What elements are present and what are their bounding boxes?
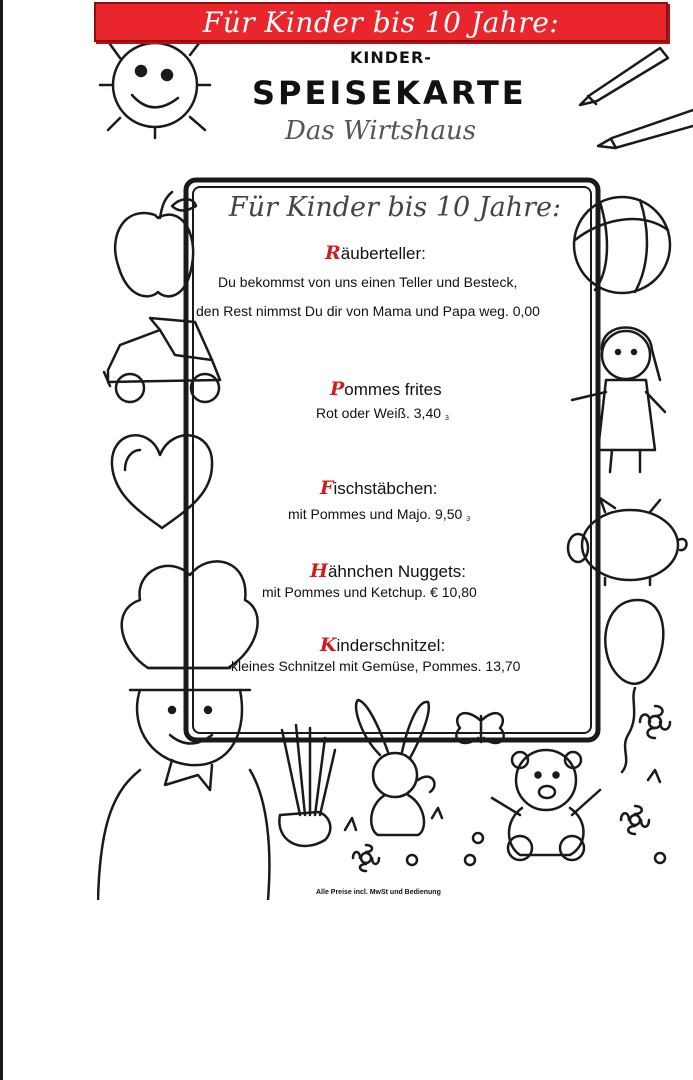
coloring-illustrations: [97, 44, 693, 900]
menu-item-description: [288, 506, 470, 523]
item-name: ischstäbchen:: [333, 479, 438, 498]
item-name: ähnchen Nuggets:: [327, 562, 466, 581]
header-speisekarte: SPEISEKARTE: [252, 74, 527, 112]
item-name: äuberteller:: [340, 244, 426, 263]
frame-title: Für Kinder bis 10 Jahre:: [228, 192, 562, 223]
menu-frame: [186, 180, 598, 740]
header-kinder: KINDER-: [350, 48, 432, 67]
rabbit-icon: [356, 700, 434, 835]
menu-item-title: [320, 477, 437, 499]
item-initial: H: [310, 560, 328, 582]
item-price-line: mit Pommes und Majo. 9,50: [288, 506, 463, 522]
pencil-icon: [580, 48, 693, 148]
header-restaurant-name: Das Wirtshaus: [285, 116, 477, 146]
doll-icon: [572, 328, 665, 473]
sun-icon: [100, 44, 210, 138]
car-icon: [104, 318, 220, 402]
menu-item-title: [330, 378, 442, 400]
balloon-icon: [605, 600, 663, 772]
item-initial: K: [320, 634, 337, 656]
menu-item-title: [325, 242, 426, 264]
menu-item-description: den Rest nimmst Du dir von Mama und Papa weg. 0,00: [196, 303, 540, 319]
left-border-line: [0, 0, 3, 1080]
banner-text: Für Kinder bis 10 Jahre:: [202, 5, 560, 39]
item-name: inderschnitzel:: [336, 636, 446, 655]
menu-item-title: [310, 560, 466, 582]
heart-icon: [112, 435, 212, 528]
piggy-bank-icon: [568, 498, 687, 585]
menu-item-title: [320, 634, 445, 656]
top-banner: [94, 2, 668, 42]
item-initial: R: [325, 242, 341, 264]
item-name: ommes frites: [344, 380, 442, 399]
menu-item-description: kleines Schnitzel mit Gemüse, Pommes. 13,70: [231, 658, 521, 674]
brushes-icon: [279, 725, 335, 846]
teddy-bear-icon: [492, 750, 600, 860]
price-footnote: Alle Preise incl. MwSt und Bedienung: [316, 889, 441, 896]
additive-note: 3: [445, 415, 449, 422]
item-initial: F: [320, 477, 334, 499]
item-initial: P: [330, 378, 345, 400]
menu-item-description: Du bekommst von uns einen Teller und Besteck,: [218, 274, 518, 290]
additive-note: 3: [466, 516, 471, 523]
menu-item-description: mit Pommes und Ketchup. € 10,80: [262, 584, 477, 600]
menu-item-description: [316, 405, 449, 422]
item-price-line: Rot oder Weiß. 3,40: [316, 405, 442, 421]
